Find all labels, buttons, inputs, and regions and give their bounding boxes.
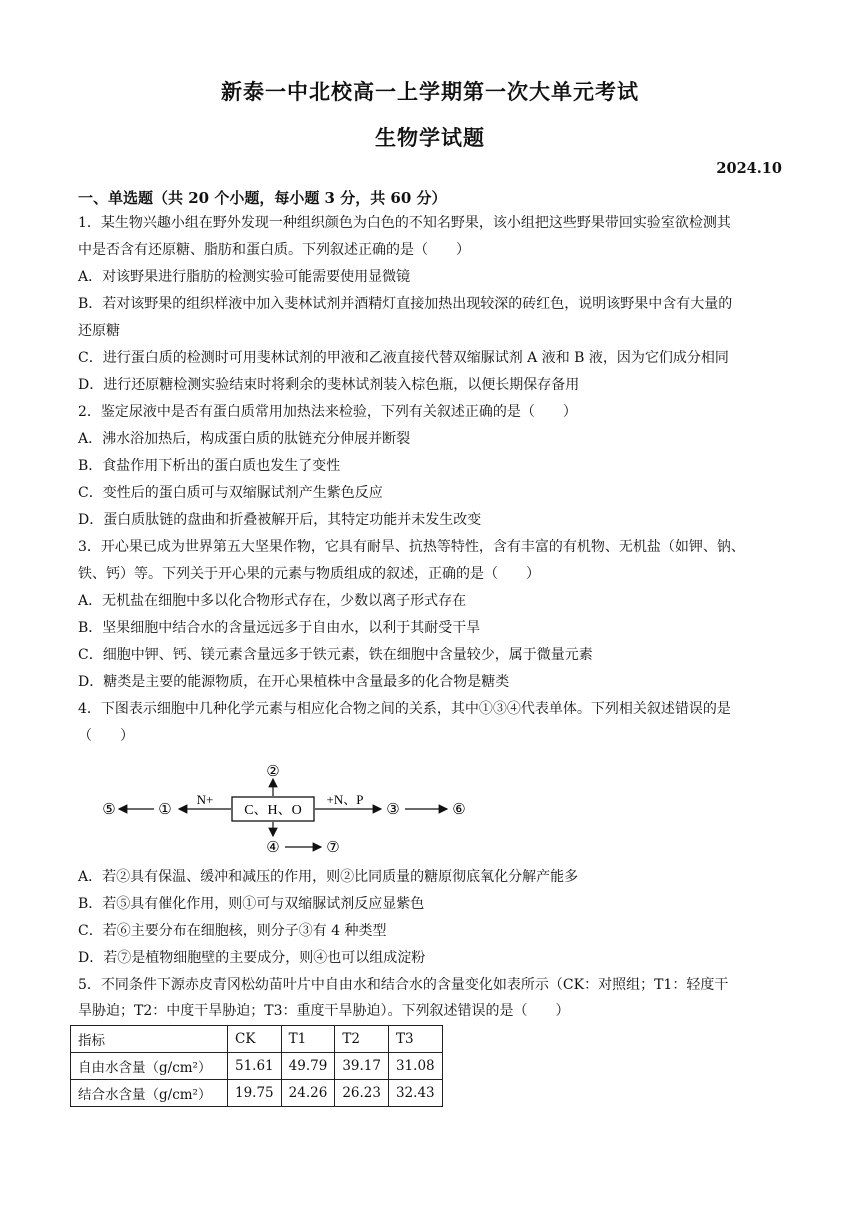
table-header-cell: T2 (335, 1026, 389, 1053)
text-line: B．食盐作用下析出的蛋白质也发生了变性 (78, 458, 341, 474)
exam-title: 新泰一中北校高一上学期第一次大单元考试 (221, 79, 639, 104)
text-line: D．若⑦是植物细胞壁的主要成分，则④也可以组成淀粉 (78, 950, 426, 966)
text-line: 中是否含有还原糖、脂肪和蛋白质。下列叙述正确的是（ ） (78, 242, 470, 258)
table-header-cell: T1 (281, 1026, 335, 1053)
text-line: C．进行蛋白质的检测时可用斐林试剂的甲液和乙液直接代替双缩脲试剂 A 液和 B 液，因为它们成分相同 (78, 350, 729, 366)
text-line: C．若⑥主要分布在细胞核，则分子③有 4 种类型 (78, 923, 387, 939)
node-5: ⑤ (102, 802, 116, 818)
table-header-cell: 指标 (71, 1026, 228, 1053)
table-header-row (71, 1026, 443, 1053)
text-line: 5．不同条件下源赤皮青冈松幼苗叶片中自由水和结合水的含量变化如表所示（CK：对照组；T1：轻度干 (78, 977, 729, 993)
text-line: C．细胞中钾、钙、镁元素含量远多于铁元素，铁在细胞中含量较少，属于微量元素 (78, 647, 593, 663)
text-line: B．若对该野果的组织样液中加入斐林试剂并酒精灯直接加热出现较深的砖红色，说明该野果中含有大量的 (78, 296, 733, 312)
table-cell: 结合水含量（g/cm²） (71, 1080, 228, 1107)
exam-date: 2024.10 (716, 160, 782, 177)
table-row (71, 1053, 443, 1080)
node-1: ① (158, 802, 172, 818)
text-line: A．沸水浴加热后，构成蛋白质的肽链充分伸展并断裂 (78, 431, 411, 447)
text-line: D．糖类是主要的能源物质，在开心果植株中含量最多的化合物是糖类 (78, 674, 510, 690)
center-label: C、H、O (244, 803, 302, 818)
table-header-cell: T3 (388, 1026, 442, 1053)
table-cell: 自由水含量（g/cm²） (71, 1053, 228, 1080)
text-line: A．若②具有保温、缓冲和减压的作用，则②比同质量的糖原彻底氧化分解产能多 (78, 869, 579, 885)
table-cell: 32.43 (388, 1080, 442, 1107)
table-header-cell: CK (228, 1026, 282, 1053)
water-content-table (70, 1025, 443, 1107)
text-line: C．变性后的蛋白质可与双缩脲试剂产生紫色反应 (78, 485, 383, 501)
text-line: A．对该野果进行脂肪的检测实验可能需要使用显微镜 (78, 269, 411, 285)
left-arrow-label: N+ (196, 792, 214, 807)
table-row (71, 1080, 443, 1107)
text-line: （ ） (78, 728, 134, 744)
text-line: 还原糖 (78, 323, 120, 339)
section-heading: 一、单选题（共 20 个小题，每小题 3 分，共 60 分） (78, 189, 447, 207)
text-line: B．坚果细胞中结合水的含量远远多于自由水，以利于其耐受干旱 (78, 620, 481, 636)
text-line: 3．开心果已成为世界第五大坚果作物，它具有耐旱、抗热等特性，含有丰富的有机物、无机盐（如钾、钠、 (78, 539, 745, 555)
table-cell: 39.17 (335, 1053, 389, 1080)
element-compound-diagram (95, 760, 475, 856)
node-3: ③ (386, 802, 400, 818)
text-line: 1．某生物兴趣小组在野外发现一种组织颜色为白色的不知名野果，该小组把这些野果带回实验室欲检测其 (78, 215, 731, 231)
text-line: D．进行还原糖检测实验结束时将剩余的斐林试剂装入棕色瓶，以便长期保存备用 (78, 377, 580, 393)
node-6: ⑥ (452, 802, 466, 818)
text-line: 4．下图表示细胞中几种化学元素与相应化合物之间的关系，其中①③④代表单体。下列相关叙述错误的是 (78, 701, 731, 717)
table-cell: 19.75 (228, 1080, 282, 1107)
node-7: ⑦ (326, 840, 340, 856)
table-cell: 49.79 (281, 1053, 335, 1080)
node-4: ④ (266, 840, 280, 856)
right-arrow-label: +N、P (326, 792, 364, 807)
node-2: ② (266, 764, 280, 780)
table-cell: 24.26 (281, 1080, 335, 1107)
text-line: 2．鉴定尿液中是否有蛋白质常用加热法来检验，下列有关叙述正确的是（ ） (78, 404, 577, 420)
table-cell: 31.08 (388, 1053, 442, 1080)
exam-subtitle: 生物学试题 (375, 125, 485, 150)
text-line: A．无机盐在细胞中多以化合物形式存在，少数以离子形式存在 (78, 593, 467, 609)
text-line: 铁、钙）等。下列关于开心果的元素与物质组成的叙述，正确的是（ ） (78, 566, 540, 582)
table-cell: 26.23 (335, 1080, 389, 1107)
table-cell: 51.61 (228, 1053, 282, 1080)
text-line: 旱胁迫；T2：中度干旱胁迫；T3：重度干旱胁迫）。下列叙述错误的是（ ） (78, 1003, 570, 1019)
text-line: B．若⑤具有催化作用，则①可与双缩脲试剂反应显紫色 (78, 896, 425, 912)
text-line: D．蛋白质肽链的盘曲和折叠被解开后，其特定功能并未发生改变 (78, 512, 482, 528)
